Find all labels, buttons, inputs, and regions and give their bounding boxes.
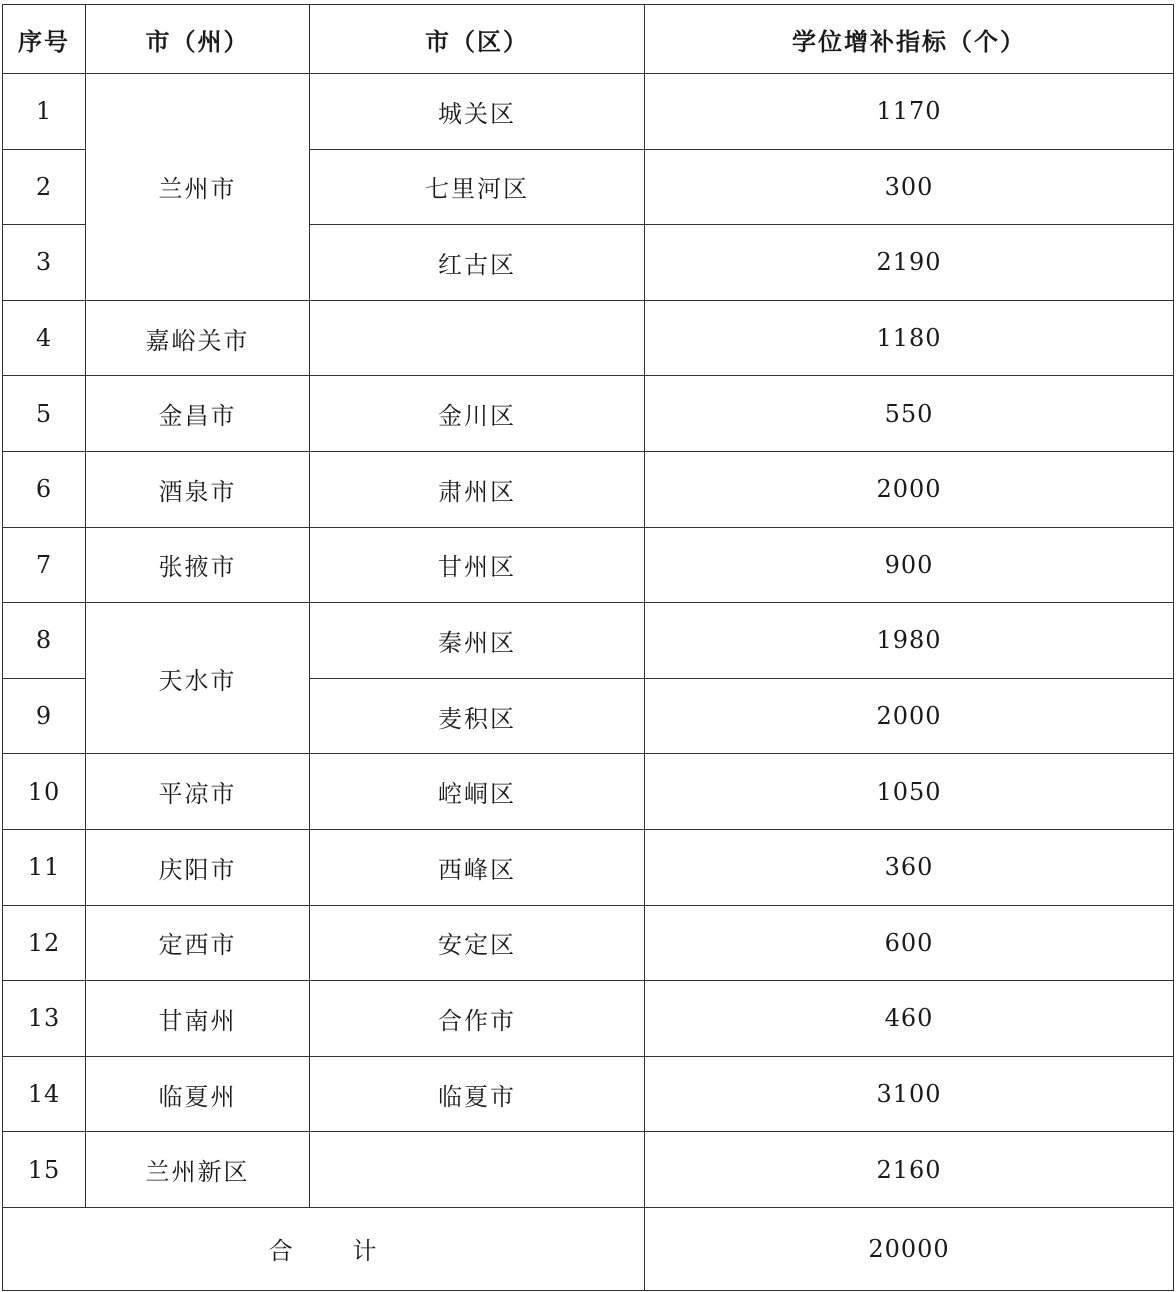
city-cell: 兰州市 xyxy=(86,74,310,301)
quota-cell: 2190 xyxy=(645,225,1174,301)
header-seq: 序号 xyxy=(3,5,86,74)
table-row xyxy=(3,1132,1174,1208)
quota-cell: 900 xyxy=(645,527,1174,603)
quota-cell: 3100 xyxy=(645,1056,1174,1132)
quota-cell: 360 xyxy=(645,829,1174,905)
header-district: 市（区） xyxy=(310,5,645,74)
quota-cell: 2000 xyxy=(645,678,1174,754)
district-cell: 合作市 xyxy=(310,981,645,1057)
district-cell: 肃州区 xyxy=(310,451,645,527)
table-row xyxy=(3,905,1174,981)
seq-cell: 1 xyxy=(3,74,86,150)
city-cell: 庆阳市 xyxy=(86,829,310,905)
seq-cell: 8 xyxy=(3,603,86,679)
table-row xyxy=(3,376,1174,452)
table-row xyxy=(3,74,1174,150)
district-cell: 秦州区 xyxy=(310,603,645,679)
table-row xyxy=(3,527,1174,603)
header-city: 市（州） xyxy=(86,5,310,74)
seq-cell: 14 xyxy=(3,1056,86,1132)
district-cell xyxy=(310,1132,645,1208)
seq-cell: 11 xyxy=(3,829,86,905)
table-row xyxy=(3,829,1174,905)
header-row xyxy=(3,5,1174,74)
city-cell: 甘南州 xyxy=(86,981,310,1057)
quota-cell: 2000 xyxy=(645,451,1174,527)
table-row xyxy=(3,451,1174,527)
district-cell: 七里河区 xyxy=(310,149,645,225)
city-cell: 嘉峪关市 xyxy=(86,300,310,376)
quota-cell: 600 xyxy=(645,905,1174,981)
total-row xyxy=(3,1207,1174,1290)
seq-cell: 5 xyxy=(3,376,86,452)
seq-cell: 9 xyxy=(3,678,86,754)
district-cell: 崆峒区 xyxy=(310,754,645,830)
city-cell: 酒泉市 xyxy=(86,451,310,527)
seq-cell: 15 xyxy=(3,1132,86,1208)
district-cell: 红古区 xyxy=(310,225,645,301)
district-cell: 安定区 xyxy=(310,905,645,981)
seq-cell: 10 xyxy=(3,754,86,830)
district-cell: 城关区 xyxy=(310,74,645,150)
city-cell: 天水市 xyxy=(86,603,310,754)
district-cell: 甘州区 xyxy=(310,527,645,603)
quota-cell: 1980 xyxy=(645,603,1174,679)
total-value: 20000 xyxy=(645,1207,1174,1290)
table-row xyxy=(3,981,1174,1057)
district-cell: 金川区 xyxy=(310,376,645,452)
city-cell: 临夏州 xyxy=(86,1056,310,1132)
seq-cell: 3 xyxy=(3,225,86,301)
quota-cell: 1170 xyxy=(645,74,1174,150)
quota-cell: 300 xyxy=(645,149,1174,225)
city-cell: 张掖市 xyxy=(86,527,310,603)
table-row xyxy=(3,1056,1174,1132)
district-cell xyxy=(310,300,645,376)
quota-cell: 1180 xyxy=(645,300,1174,376)
seq-cell: 6 xyxy=(3,451,86,527)
city-cell: 兰州新区 xyxy=(86,1132,310,1208)
quota-cell: 550 xyxy=(645,376,1174,452)
district-cell: 麦积区 xyxy=(310,678,645,754)
seq-cell: 12 xyxy=(3,905,86,981)
table-row xyxy=(3,754,1174,830)
quota-table xyxy=(2,4,1174,1291)
table-row xyxy=(3,300,1174,376)
seq-cell: 7 xyxy=(3,527,86,603)
quota-cell: 1050 xyxy=(645,754,1174,830)
seq-cell: 13 xyxy=(3,981,86,1057)
quota-cell: 2160 xyxy=(645,1132,1174,1208)
seq-cell: 4 xyxy=(3,300,86,376)
district-cell: 临夏市 xyxy=(310,1056,645,1132)
city-cell: 金昌市 xyxy=(86,376,310,452)
header-quota: 学位增补指标（个） xyxy=(645,5,1174,74)
district-cell: 西峰区 xyxy=(310,829,645,905)
city-cell: 定西市 xyxy=(86,905,310,981)
quota-cell: 460 xyxy=(645,981,1174,1057)
total-label: 合 计 xyxy=(3,1207,645,1290)
city-cell: 平凉市 xyxy=(86,754,310,830)
table-row xyxy=(3,603,1174,679)
seq-cell: 2 xyxy=(3,149,86,225)
